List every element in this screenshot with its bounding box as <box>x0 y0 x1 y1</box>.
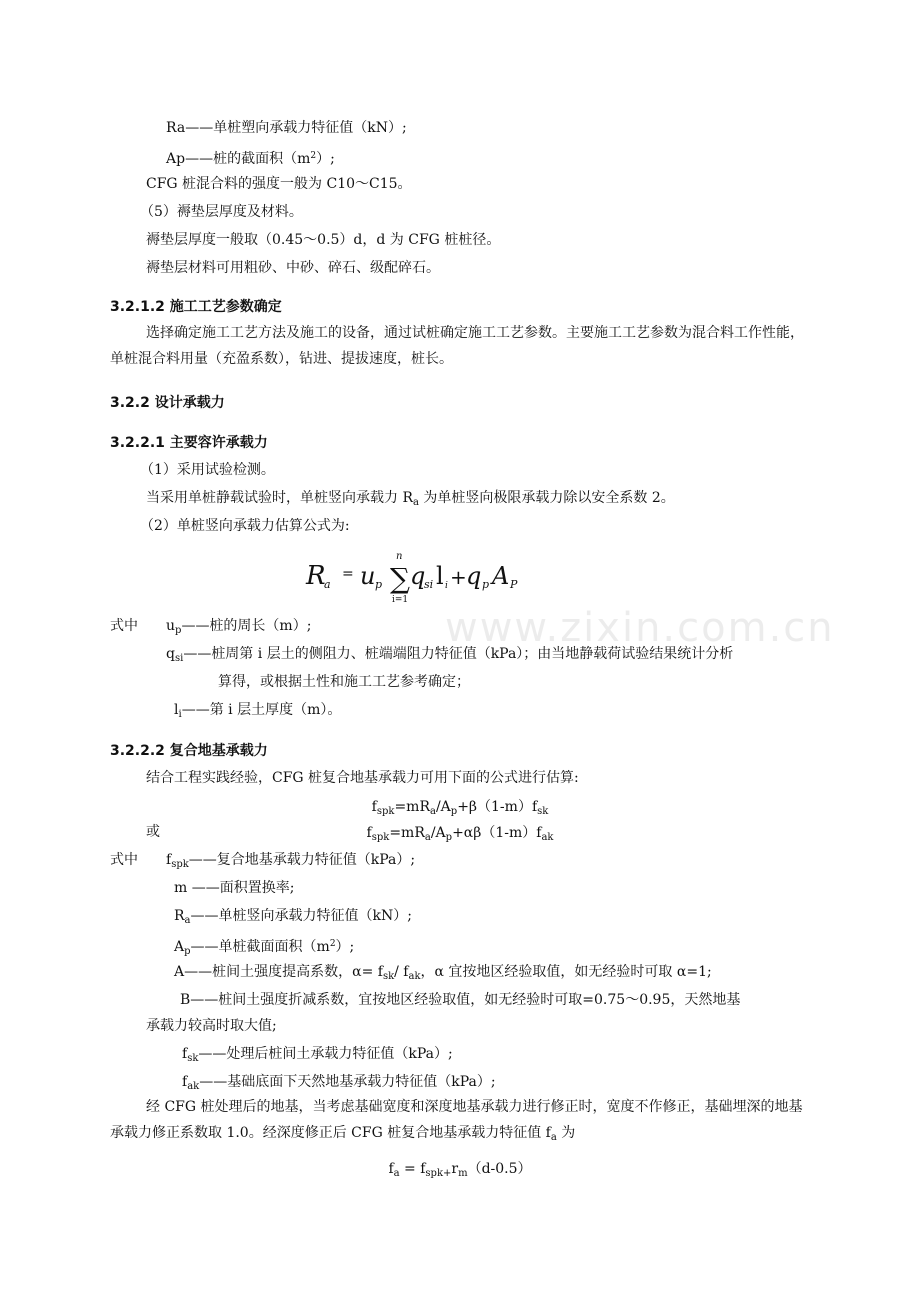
qsi-continuation: 算得，或根据土性和施工工艺参考确定； <box>218 674 470 690</box>
formula-p: p <box>375 578 383 591</box>
watermark: www.zixin.com.cn <box>445 605 835 651</box>
cushion-item: （5）褥垫层厚度及材料。 <box>140 204 303 220</box>
or-label: 或 <box>146 824 160 840</box>
item-1: （1）采用试验检测。 <box>140 462 275 478</box>
m-definition: m ——面积置换率; <box>174 880 295 896</box>
fspk-definition: $f_{spk}——$复合地基承载力特征值（kPa）; <box>166 852 416 870</box>
alpha-definition: A——桩间土强度提高系数，$\alpha= f_{sk}/$ $f_{ak}$，α 宜按地区经验取值，如无经验时可取 α=1; <box>174 964 712 982</box>
shizhong-label-2: 式中 <box>110 852 138 868</box>
depth-correction-formula: $f_a = f_{spk+}r_m(d-0.5)$ <box>388 1161 532 1179</box>
formula-p2: p <box>482 578 490 591</box>
ap-definition: Ap——桩的截面积$(m^2)$; <box>166 151 335 167</box>
beta-continuation: 承载力较高时取大值; <box>146 1018 277 1034</box>
fsk-definition: $f_{sk}——$处理后桩间土承载力特征值（kPa）; <box>182 1046 453 1064</box>
formula-q: q <box>410 562 426 590</box>
item-2: （2）单桩竖向承载力估算公式为: <box>140 518 350 534</box>
cushion-material-line: 褥垫层材料可用粗砂、中砂、碎石、级配碎石。 <box>146 260 440 276</box>
heading-3221: 3.2.2.1 主要容许承载力 <box>110 435 268 451</box>
formula-li: i <box>445 581 448 591</box>
ra-definition-2: $R_a——$单桩竖向承载力特征值（kN）; <box>174 908 412 926</box>
qsi-definition: $q_{si}——$桩周第 i 层土的侧阻力、桩端端阻力特征值（kPa）；由当地静载荷试验结果统计分析 <box>166 646 734 664</box>
composite-formula-1: $f_{spk}=mR_a/A_p+\beta(1-m)f_{sk}$ <box>371 799 549 817</box>
formula-l: l <box>436 562 444 590</box>
heading-322: 3.2.2 设计承载力 <box>110 395 225 411</box>
formula-P: P <box>510 578 518 591</box>
formula-plus: + <box>450 565 467 589</box>
beta-definition: B——桩间土强度折减系数，宜按地区经验取值，如无经验时可取=0.75～0.95，天然地基 <box>180 992 741 1008</box>
composite-formula-2: $f_{spk}=mR_a/A_p+\alpha\beta(1-m)f_{ak}$ <box>366 825 554 843</box>
composite-intro: 结合工程实践经验，CFG 桩复合地基承载力可用下面的公式进行估算: <box>146 770 579 786</box>
heading-3212: 3.2.1.2 施工工艺参数确定 <box>110 299 282 315</box>
shizhong-label-1: 式中 <box>110 618 138 634</box>
formula-R: R <box>306 561 326 591</box>
formula-eq: = <box>342 566 354 582</box>
paragraph-3212: 选择确定施工工艺方法及施工的设备，通过试桩确定施工工艺参数。主要施工工艺参数为混合料工作性能，单桩混合料用量（充盈系数），钻进、提拔速度，桩长。 <box>110 325 804 367</box>
formula-A: A <box>492 562 510 590</box>
cfg-strength-line: CFG 桩混合料的强度一般为 C10～C15。 <box>146 176 412 192</box>
heading-3222: 3.2.2.2 复合地基承载力 <box>110 743 268 759</box>
ap-definition-2: $A_p——$单桩截面面积$(m^2)$; <box>174 939 355 957</box>
up-definition: $u_p——$桩的周长（m）; <box>166 618 312 636</box>
ra-definition: Ra——单桩塑向承载力特征值（kN）; <box>166 120 407 136</box>
li-definition: $l_i——$第 i 层土厚度（m）。 <box>174 702 342 720</box>
fak-definition: $f_{ak}——$基础底面下天然地基承载力特征值（kPa）; <box>182 1074 496 1092</box>
formula-a: a <box>324 578 331 591</box>
formula-sigma: ∑ <box>390 562 410 595</box>
formula-n: n <box>396 551 403 562</box>
formula-q2: q <box>466 562 482 590</box>
cushion-thickness-line: 褥垫层厚度一般取（0.45～0.5）d，d 为 CFG 桩桩径。 <box>146 232 501 248</box>
bearing-capacity-formula <box>300 550 620 610</box>
formula-i1: i=1 <box>392 595 409 605</box>
depth-correction-paragraph: 经 CFG 桩处理后的地基，当考虑基础宽度和深度地基承载力进行修正时，宽度不作修正，基础埋深的地基承载力修正系数取 1.0。经深度修正后 CFG 桩复合地基承载力特征值 $f_a$ 为 <box>110 1099 803 1143</box>
formula-u: u <box>360 562 376 590</box>
static-test-line: 当采用单桩静载试验时，单桩竖向承载力 $R_a$ 为单桩竖向极限承载力除以安全系数 2。 <box>146 490 675 508</box>
formula-si: si <box>424 578 434 591</box>
